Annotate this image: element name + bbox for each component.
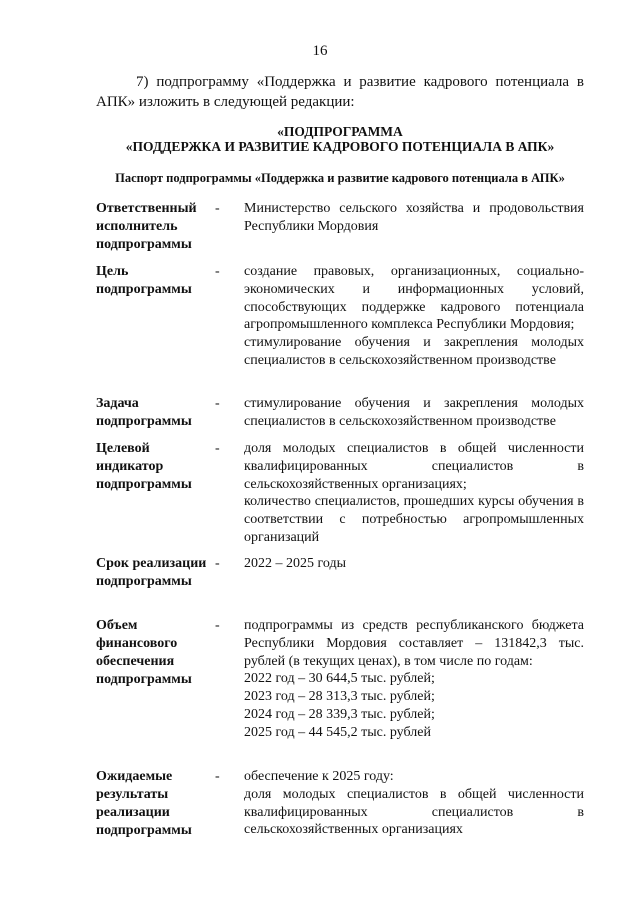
row-paragraph: 2024 год – 28 339,3 тыс. рублей; [244, 706, 435, 722]
intro-paragraph: 7) подпрограмму «Поддержка и развитие кадрового потенциала в АПК» изложить в следующей редакции: [96, 74, 584, 110]
row-paragraph: стимулирование обучения и закрепления молодых специалистов в сельскохозяйственном производстве [244, 396, 584, 429]
page-number: 16 [312, 43, 328, 59]
row-value [244, 555, 584, 573]
row-label: Задача подпрограммы [96, 396, 192, 429]
row-dash: - [215, 769, 220, 784]
row-dash: - [215, 618, 220, 633]
row-label: Ответственный исполнитель подпрограммы [96, 201, 197, 252]
row-value [244, 200, 584, 236]
subprogram-title-line2: «ПОДДЕРЖКА И РАЗВИТИЕ КАДРОВОГО ПОТЕНЦИАЛА В АПК» [125, 139, 555, 154]
subprogram-title-line1: «ПОДПРОГРАММА [277, 124, 403, 139]
row-paragraph: доля молодых специалистов в общей численности квалифицированных специалистов в сельскохозяйственных организациях [244, 786, 584, 838]
row-value [244, 440, 584, 547]
row-paragraph: стимулирование обучения и закрепления молодых специалистов в сельскохозяйственном производстве [244, 335, 584, 368]
row-label: Объем финансового обеспечения подпрограммы [96, 618, 192, 687]
row-dash: - [215, 441, 220, 456]
row-label: Срок реализации подпрограммы [96, 556, 207, 589]
row-value [244, 768, 584, 839]
row-paragraph: доля молодых специалистов в общей численности квалифицированных специалистов в сельскохозяйственных организациях; [244, 441, 584, 492]
row-paragraph: создание правовых, организационных, социально-экономических и информационных условий, способствующих поддержке кадрового потенциала агропромышленного комплекса Республики Мордовия; [244, 264, 584, 333]
row-paragraph: количество специалистов, прошедших курсы обучения в соответствии с потребностью агропромышленных организаций [244, 494, 584, 545]
row-paragraph: 2022 год – 30 644,5 тыс. рублей; [244, 671, 435, 687]
row-value [244, 395, 584, 431]
row-dash: - [215, 264, 220, 279]
row-paragraph: Министерство сельского хозяйства и продовольствия Республики Мордовия [244, 201, 584, 234]
row-label: Цель подпрограммы [96, 264, 192, 297]
row-paragraph: обеспечение к 2025 году: [244, 769, 394, 784]
row-paragraph: 2022 – 2025 годы [244, 556, 347, 571]
row-label: Целевой индикатор подпрограммы [96, 441, 192, 492]
row-dash: - [215, 556, 220, 571]
row-label: Ожидаемые результаты реализации подпрограммы [96, 769, 192, 838]
row-value [244, 617, 584, 742]
row-dash: - [215, 201, 220, 216]
row-paragraph: 2025 год – 44 545,2 тыс. рублей [244, 724, 431, 740]
row-paragraph: 2023 год – 28 313,3 тыс. рублей; [244, 689, 435, 705]
row-dash: - [215, 396, 220, 411]
row-value [244, 263, 584, 370]
row-paragraph: подпрограммы из средств республиканского бюджета Республики Мордовия составляет – 131842,3 тыс. рублей (в текущих ценах), в том числе по годам: [244, 618, 584, 669]
passport-heading: Паспорт подпрограммы «Поддержка и развитие кадрового потенциала в АПК» [115, 171, 565, 185]
